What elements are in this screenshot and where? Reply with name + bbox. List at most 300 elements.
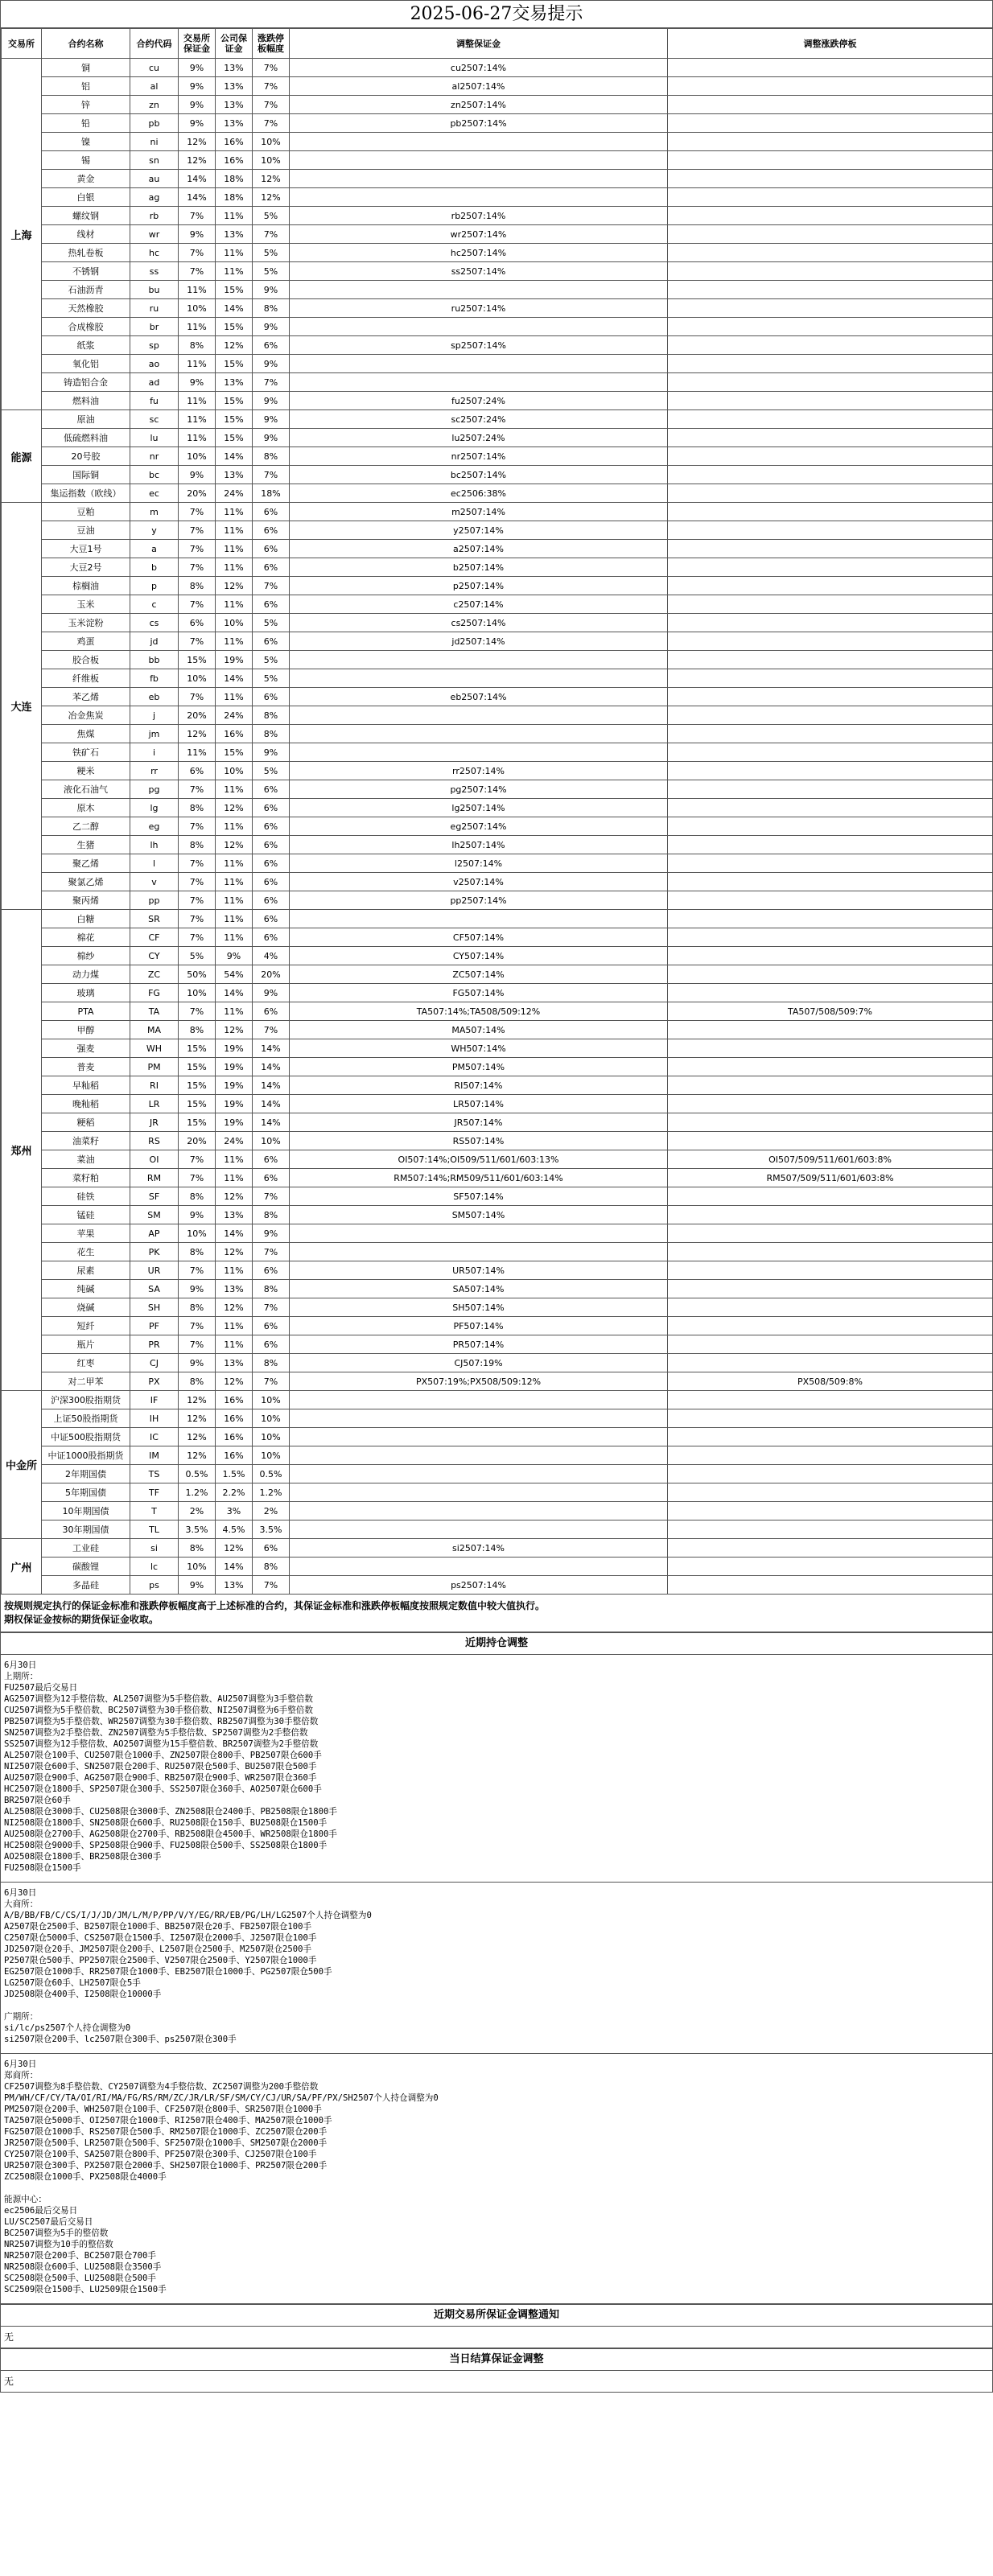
header-contract-code: 合约代码 bbox=[130, 29, 179, 59]
limit-cell: 8% bbox=[253, 1280, 290, 1298]
table-row bbox=[2, 244, 993, 262]
exchange-margin-cell: 8% bbox=[179, 336, 216, 355]
contract-name-cell: 碳酸锂 bbox=[42, 1558, 130, 1576]
contract-name-cell: 焦煤 bbox=[42, 725, 130, 743]
limit-cell: 7% bbox=[253, 96, 290, 114]
exchange-margin-cell: 14% bbox=[179, 170, 216, 188]
contract-name-cell: 铜 bbox=[42, 59, 130, 77]
limit-cell: 10% bbox=[253, 133, 290, 151]
adjust-margin-cell: OI507:14%;OI509/511/601/603:13% bbox=[290, 1150, 668, 1169]
adjust-margin-cell: fu2507:24% bbox=[290, 392, 668, 410]
table-row bbox=[2, 1317, 993, 1335]
contract-name-cell: 生猪 bbox=[42, 836, 130, 854]
limit-cell: 9% bbox=[253, 429, 290, 447]
settle-value: 无 bbox=[1, 2371, 992, 2393]
adjust-margin-cell bbox=[290, 1520, 668, 1539]
exchange-margin-cell: 9% bbox=[179, 1576, 216, 1595]
exchange-margin-cell: 15% bbox=[179, 1095, 216, 1113]
contract-name-cell: 10年期国债 bbox=[42, 1502, 130, 1520]
adjust-margin-cell: cs2507:14% bbox=[290, 614, 668, 632]
exchange-margin-cell: 12% bbox=[179, 1391, 216, 1409]
contract-code-cell: br bbox=[130, 318, 179, 336]
adjust-margin-cell: l2507:14% bbox=[290, 854, 668, 873]
company-margin-cell: 11% bbox=[216, 540, 253, 558]
adjust-margin-cell: ec2506:38% bbox=[290, 484, 668, 503]
contract-code-cell: al bbox=[130, 77, 179, 96]
adjust-margin-cell: jd2507:14% bbox=[290, 632, 668, 651]
contract-code-cell: bu bbox=[130, 281, 179, 299]
margin-notice-value: 无 bbox=[1, 2327, 992, 2348]
table-row bbox=[2, 1058, 993, 1076]
limit-cell: 6% bbox=[253, 799, 290, 817]
adjust-limit-cell bbox=[668, 77, 993, 96]
contract-code-cell: cs bbox=[130, 614, 179, 632]
company-margin-cell: 11% bbox=[216, 688, 253, 706]
exchange-margin-cell: 12% bbox=[179, 1428, 216, 1446]
adjust-limit-cell: TA507/508/509:7% bbox=[668, 1002, 993, 1021]
company-margin-cell: 16% bbox=[216, 151, 253, 170]
table-row bbox=[2, 651, 993, 669]
exchange-margin-cell: 8% bbox=[179, 1187, 216, 1206]
limit-cell: 3.5% bbox=[253, 1520, 290, 1539]
adjust-limit-cell bbox=[668, 817, 993, 836]
header-adjust-margin: 调整保证金 bbox=[290, 29, 668, 59]
adjust-margin-cell: RS507:14% bbox=[290, 1132, 668, 1150]
company-margin-cell: 13% bbox=[216, 1576, 253, 1595]
contract-name-cell: 烧碱 bbox=[42, 1298, 130, 1317]
exchange-margin-cell: 20% bbox=[179, 706, 216, 725]
table-row bbox=[2, 503, 993, 521]
contract-name-cell: 合成橡胶 bbox=[42, 318, 130, 336]
company-margin-cell: 4.5% bbox=[216, 1520, 253, 1539]
contract-code-cell: si bbox=[130, 1539, 179, 1558]
adjust-margin-cell bbox=[290, 373, 668, 392]
limit-cell: 9% bbox=[253, 410, 290, 429]
contract-name-cell: 甲醇 bbox=[42, 1021, 130, 1039]
contract-name-cell: 工业硅 bbox=[42, 1539, 130, 1558]
contract-code-cell: CJ bbox=[130, 1354, 179, 1372]
contract-name-cell: 燃料油 bbox=[42, 392, 130, 410]
limit-cell: 12% bbox=[253, 170, 290, 188]
adjust-margin-cell bbox=[290, 651, 668, 669]
contract-name-cell: 苯乙烯 bbox=[42, 688, 130, 706]
contract-code-cell: UR bbox=[130, 1261, 179, 1280]
adjust-limit-cell bbox=[668, 299, 993, 318]
contract-code-cell: ad bbox=[130, 373, 179, 392]
table-row bbox=[2, 984, 993, 1002]
table-row bbox=[2, 1558, 993, 1576]
company-margin-cell: 54% bbox=[216, 965, 253, 984]
limit-cell: 10% bbox=[253, 1428, 290, 1446]
adjust-margin-cell: ps2507:14% bbox=[290, 1576, 668, 1595]
exchange-margin-cell: 7% bbox=[179, 521, 216, 540]
company-margin-cell: 12% bbox=[216, 1539, 253, 1558]
adjust-limit-cell bbox=[668, 262, 993, 281]
limit-cell: 6% bbox=[253, 780, 290, 799]
adjust-limit-cell bbox=[668, 225, 993, 244]
contract-name-cell: 沪深300股指期货 bbox=[42, 1391, 130, 1409]
exchange-margin-cell: 15% bbox=[179, 1076, 216, 1095]
contract-name-cell: 玻璃 bbox=[42, 984, 130, 1002]
company-margin-cell: 14% bbox=[216, 1558, 253, 1576]
exchange-margin-cell: 12% bbox=[179, 1409, 216, 1428]
limit-cell: 0.5% bbox=[253, 1465, 290, 1483]
contract-name-cell: 鸡蛋 bbox=[42, 632, 130, 651]
limit-cell: 5% bbox=[253, 244, 290, 262]
exchange-margin-cell: 7% bbox=[179, 891, 216, 910]
contract-name-cell: 红枣 bbox=[42, 1354, 130, 1372]
contract-name-cell: 热轧卷板 bbox=[42, 244, 130, 262]
table-row bbox=[2, 1039, 993, 1058]
exchange-margin-cell: 7% bbox=[179, 262, 216, 281]
adjust-limit-cell bbox=[668, 151, 993, 170]
exchange-margin-cell: 20% bbox=[179, 484, 216, 503]
limit-cell: 7% bbox=[253, 1243, 290, 1261]
exchange-margin-cell: 7% bbox=[179, 780, 216, 799]
adjust-margin-cell bbox=[290, 1446, 668, 1465]
table-row bbox=[2, 262, 993, 281]
exchange-margin-cell: 7% bbox=[179, 1261, 216, 1280]
exchange-margin-cell: 15% bbox=[179, 651, 216, 669]
exchange-margin-cell: 10% bbox=[179, 1224, 216, 1243]
adjust-limit-cell bbox=[668, 244, 993, 262]
exchange-margin-cell: 10% bbox=[179, 447, 216, 466]
adjust-limit-cell bbox=[668, 1206, 993, 1224]
contract-name-cell: 不锈钢 bbox=[42, 262, 130, 281]
adjust-limit-cell bbox=[668, 669, 993, 688]
table-row bbox=[2, 77, 993, 96]
contract-name-cell: 白银 bbox=[42, 188, 130, 207]
limit-cell: 5% bbox=[253, 669, 290, 688]
contract-name-cell: 线材 bbox=[42, 225, 130, 244]
exchange-margin-cell: 9% bbox=[179, 466, 216, 484]
table-row bbox=[2, 392, 993, 410]
limit-cell: 10% bbox=[253, 1132, 290, 1150]
limit-cell: 6% bbox=[253, 910, 290, 928]
table-header-row bbox=[2, 29, 993, 59]
recent-position-title: 近期持仓调整 bbox=[1, 1632, 992, 1655]
table-row bbox=[2, 1298, 993, 1317]
table-row bbox=[2, 1446, 993, 1465]
table-row bbox=[2, 114, 993, 133]
contract-name-cell: 菜籽粕 bbox=[42, 1169, 130, 1187]
company-margin-cell: 11% bbox=[216, 780, 253, 799]
contract-code-cell: fb bbox=[130, 669, 179, 688]
limit-cell: 6% bbox=[253, 540, 290, 558]
adjust-limit-cell bbox=[668, 1076, 993, 1095]
adjust-limit-cell bbox=[668, 336, 993, 355]
exchange-margin-cell: 7% bbox=[179, 595, 216, 614]
limit-cell: 6% bbox=[253, 836, 290, 854]
adjust-margin-cell: RM507:14%;RM509/511/601/603:14% bbox=[290, 1169, 668, 1187]
contract-name-cell: 中证1000股指期货 bbox=[42, 1446, 130, 1465]
limit-cell: 9% bbox=[253, 318, 290, 336]
contract-code-cell: ao bbox=[130, 355, 179, 373]
limit-cell: 8% bbox=[253, 1354, 290, 1372]
contract-name-cell: 白糖 bbox=[42, 910, 130, 928]
adjust-margin-cell bbox=[290, 1243, 668, 1261]
exchange-margin-cell: 7% bbox=[179, 873, 216, 891]
contract-name-cell: 胶合板 bbox=[42, 651, 130, 669]
exchange-margin-cell: 6% bbox=[179, 762, 216, 780]
company-margin-cell: 13% bbox=[216, 59, 253, 77]
adjust-limit-cell bbox=[668, 114, 993, 133]
company-margin-cell: 11% bbox=[216, 595, 253, 614]
limit-cell: 7% bbox=[253, 1576, 290, 1595]
exchange-margin-cell: 8% bbox=[179, 1298, 216, 1317]
limit-cell: 4% bbox=[253, 947, 290, 965]
company-margin-cell: 14% bbox=[216, 1224, 253, 1243]
contract-name-cell: 锰硅 bbox=[42, 1206, 130, 1224]
table-row bbox=[2, 614, 993, 632]
contract-code-cell: ZC bbox=[130, 965, 179, 984]
contract-name-cell: PTA bbox=[42, 1002, 130, 1021]
company-margin-cell: 19% bbox=[216, 1039, 253, 1058]
limit-cell: 6% bbox=[253, 688, 290, 706]
table-row bbox=[2, 484, 993, 503]
contract-code-cell: TA bbox=[130, 1002, 179, 1021]
company-margin-cell: 11% bbox=[216, 891, 253, 910]
adjust-margin-cell: wr2507:14% bbox=[290, 225, 668, 244]
table-row bbox=[2, 891, 993, 910]
contract-name-cell: 30年期国债 bbox=[42, 1520, 130, 1539]
table-row bbox=[2, 447, 993, 466]
table-row bbox=[2, 466, 993, 484]
limit-cell: 10% bbox=[253, 151, 290, 170]
contract-code-cell: sp bbox=[130, 336, 179, 355]
adjust-limit-cell bbox=[668, 836, 993, 854]
exchange-margin-cell: 8% bbox=[179, 836, 216, 854]
limit-cell: 14% bbox=[253, 1095, 290, 1113]
contract-name-cell: 菜油 bbox=[42, 1150, 130, 1169]
table-row bbox=[2, 521, 993, 540]
adjust-margin-cell: ss2507:14% bbox=[290, 262, 668, 281]
exchange-margin-cell: 1.2% bbox=[179, 1483, 216, 1502]
adjust-limit-cell bbox=[668, 1298, 993, 1317]
adjust-margin-cell bbox=[290, 151, 668, 170]
table-row bbox=[2, 1002, 993, 1021]
contract-code-cell: AP bbox=[130, 1224, 179, 1243]
adjust-limit-cell bbox=[668, 1039, 993, 1058]
contract-name-cell: 花生 bbox=[42, 1243, 130, 1261]
adjust-margin-cell: y2507:14% bbox=[290, 521, 668, 540]
table-row bbox=[2, 1483, 993, 1502]
table-row bbox=[2, 373, 993, 392]
contract-code-cell: nr bbox=[130, 447, 179, 466]
limit-cell: 7% bbox=[253, 1021, 290, 1039]
table-row bbox=[2, 743, 993, 762]
adjust-margin-cell: CJ507:19% bbox=[290, 1354, 668, 1372]
table-row bbox=[2, 965, 993, 984]
table-row bbox=[2, 1224, 993, 1243]
contract-code-cell: zn bbox=[130, 96, 179, 114]
adjust-margin-cell bbox=[290, 1224, 668, 1243]
table-row bbox=[2, 1391, 993, 1409]
company-margin-cell: 11% bbox=[216, 873, 253, 891]
company-margin-cell: 19% bbox=[216, 1113, 253, 1132]
exchange-cell: 能源 bbox=[2, 410, 42, 503]
limit-cell: 6% bbox=[253, 595, 290, 614]
company-margin-cell: 3% bbox=[216, 1502, 253, 1520]
adjust-limit-cell bbox=[668, 854, 993, 873]
adjust-margin-cell: eg2507:14% bbox=[290, 817, 668, 836]
company-margin-cell: 15% bbox=[216, 743, 253, 762]
limit-cell: 5% bbox=[253, 762, 290, 780]
exchange-margin-cell: 10% bbox=[179, 984, 216, 1002]
company-margin-cell: 16% bbox=[216, 725, 253, 743]
contract-name-cell: 中证500股指期货 bbox=[42, 1428, 130, 1446]
contract-code-cell: PK bbox=[130, 1243, 179, 1261]
contract-code-cell: SF bbox=[130, 1187, 179, 1206]
exchange-cell: 郑州 bbox=[2, 910, 42, 1391]
table-row bbox=[2, 410, 993, 429]
table-row bbox=[2, 854, 993, 873]
exchange-margin-cell: 9% bbox=[179, 77, 216, 96]
exchange-margin-cell: 10% bbox=[179, 1558, 216, 1576]
company-margin-cell: 15% bbox=[216, 392, 253, 410]
adjust-margin-cell bbox=[290, 355, 668, 373]
contract-name-cell: 棉花 bbox=[42, 928, 130, 947]
adjust-margin-cell: TA507:14%;TA508/509:12% bbox=[290, 1002, 668, 1021]
contract-name-cell: 20号胶 bbox=[42, 447, 130, 466]
header-exchange-margin: 交易所保证金 bbox=[179, 29, 216, 59]
adjust-limit-cell bbox=[668, 188, 993, 207]
margin-notice-title: 近期交易所保证金调整通知 bbox=[1, 2304, 992, 2327]
exchange-margin-cell: 11% bbox=[179, 318, 216, 336]
adjust-margin-cell: PM507:14% bbox=[290, 1058, 668, 1076]
table-row bbox=[2, 780, 993, 799]
exchange-margin-cell: 6% bbox=[179, 614, 216, 632]
contract-code-cell: y bbox=[130, 521, 179, 540]
company-margin-cell: 18% bbox=[216, 170, 253, 188]
exchange-margin-cell: 7% bbox=[179, 928, 216, 947]
contract-name-cell: 粳米 bbox=[42, 762, 130, 780]
limit-cell: 14% bbox=[253, 1039, 290, 1058]
adjust-limit-cell bbox=[668, 96, 993, 114]
exchange-margin-cell: 12% bbox=[179, 1446, 216, 1465]
contract-name-cell: 纤维板 bbox=[42, 669, 130, 688]
company-margin-cell: 19% bbox=[216, 651, 253, 669]
contract-code-cell: rr bbox=[130, 762, 179, 780]
adjust-limit-cell bbox=[668, 1113, 993, 1132]
contract-code-cell: IF bbox=[130, 1391, 179, 1409]
contract-code-cell: JR bbox=[130, 1113, 179, 1132]
company-margin-cell: 19% bbox=[216, 1076, 253, 1095]
exchange-margin-cell: 11% bbox=[179, 743, 216, 762]
adjust-margin-cell: ru2507:14% bbox=[290, 299, 668, 318]
limit-cell: 8% bbox=[253, 725, 290, 743]
adjust-margin-cell bbox=[290, 910, 668, 928]
adjust-margin-cell: zn2507:14% bbox=[290, 96, 668, 114]
adjust-limit-cell bbox=[668, 873, 993, 891]
adjust-limit-cell bbox=[668, 1391, 993, 1409]
exchange-margin-cell: 9% bbox=[179, 96, 216, 114]
exchange-margin-cell: 7% bbox=[179, 540, 216, 558]
exchange-margin-cell: 5% bbox=[179, 947, 216, 965]
adjust-margin-cell bbox=[290, 725, 668, 743]
contract-code-cell: j bbox=[130, 706, 179, 725]
adjust-margin-cell: c2507:14% bbox=[290, 595, 668, 614]
limit-cell: 14% bbox=[253, 1058, 290, 1076]
adjust-limit-cell bbox=[668, 558, 993, 577]
exchange-margin-cell: 9% bbox=[179, 1206, 216, 1224]
exchange-margin-cell: 9% bbox=[179, 114, 216, 133]
company-margin-cell: 11% bbox=[216, 558, 253, 577]
company-margin-cell: 15% bbox=[216, 281, 253, 299]
adjust-margin-cell: PR507:14% bbox=[290, 1335, 668, 1354]
limit-cell: 10% bbox=[253, 1409, 290, 1428]
contract-name-cell: 黄金 bbox=[42, 170, 130, 188]
contract-name-cell: 螺纹钢 bbox=[42, 207, 130, 225]
contract-name-cell: 大豆1号 bbox=[42, 540, 130, 558]
contract-code-cell: FG bbox=[130, 984, 179, 1002]
contract-name-cell: 豆粕 bbox=[42, 503, 130, 521]
adjust-limit-cell bbox=[668, 706, 993, 725]
limit-cell: 7% bbox=[253, 1298, 290, 1317]
table-row bbox=[2, 429, 993, 447]
contract-code-cell: jm bbox=[130, 725, 179, 743]
table-row bbox=[2, 1261, 993, 1280]
contract-code-cell: ag bbox=[130, 188, 179, 207]
contract-code-cell: i bbox=[130, 743, 179, 762]
adjust-margin-cell bbox=[290, 1502, 668, 1520]
contract-code-cell: lg bbox=[130, 799, 179, 817]
contract-code-cell: lh bbox=[130, 836, 179, 854]
contract-code-cell: SA bbox=[130, 1280, 179, 1298]
contract-code-cell: hc bbox=[130, 244, 179, 262]
exchange-margin-cell: 10% bbox=[179, 669, 216, 688]
adjust-margin-cell: p2507:14% bbox=[290, 577, 668, 595]
table-row bbox=[2, 1539, 993, 1558]
adjust-limit-cell bbox=[668, 1224, 993, 1243]
adjust-limit-cell bbox=[668, 743, 993, 762]
contract-code-cell: v bbox=[130, 873, 179, 891]
adjust-margin-cell: lg2507:14% bbox=[290, 799, 668, 817]
adjust-margin-cell: sp2507:14% bbox=[290, 336, 668, 355]
company-margin-cell: 11% bbox=[216, 521, 253, 540]
company-margin-cell: 11% bbox=[216, 854, 253, 873]
contract-name-cell: 棕榈油 bbox=[42, 577, 130, 595]
company-margin-cell: 11% bbox=[216, 928, 253, 947]
adjust-limit-cell bbox=[668, 318, 993, 336]
company-margin-cell: 12% bbox=[216, 1298, 253, 1317]
contract-name-cell: 硅铁 bbox=[42, 1187, 130, 1206]
contract-code-cell: au bbox=[130, 170, 179, 188]
header-adjust-limit: 调整涨跌停板 bbox=[668, 29, 993, 59]
contract-code-cell: TS bbox=[130, 1465, 179, 1483]
limit-cell: 8% bbox=[253, 706, 290, 725]
contract-code-cell: lc bbox=[130, 1558, 179, 1576]
adjust-margin-cell bbox=[290, 1465, 668, 1483]
contract-name-cell: 纸浆 bbox=[42, 336, 130, 355]
contract-code-cell: lu bbox=[130, 429, 179, 447]
company-margin-cell: 11% bbox=[216, 1335, 253, 1354]
exchange-margin-cell: 11% bbox=[179, 281, 216, 299]
company-margin-cell: 18% bbox=[216, 188, 253, 207]
contract-name-cell: 短纤 bbox=[42, 1317, 130, 1335]
contract-name-cell: 普麦 bbox=[42, 1058, 130, 1076]
table-row bbox=[2, 873, 993, 891]
table-row bbox=[2, 96, 993, 114]
table-row bbox=[2, 188, 993, 207]
table-row bbox=[2, 577, 993, 595]
adjust-limit-cell bbox=[668, 910, 993, 928]
contract-name-cell: 锡 bbox=[42, 151, 130, 170]
adjust-limit-cell bbox=[668, 429, 993, 447]
contract-name-cell: 天然橡胶 bbox=[42, 299, 130, 318]
table-row bbox=[2, 207, 993, 225]
header-exchange: 交易所 bbox=[2, 29, 42, 59]
